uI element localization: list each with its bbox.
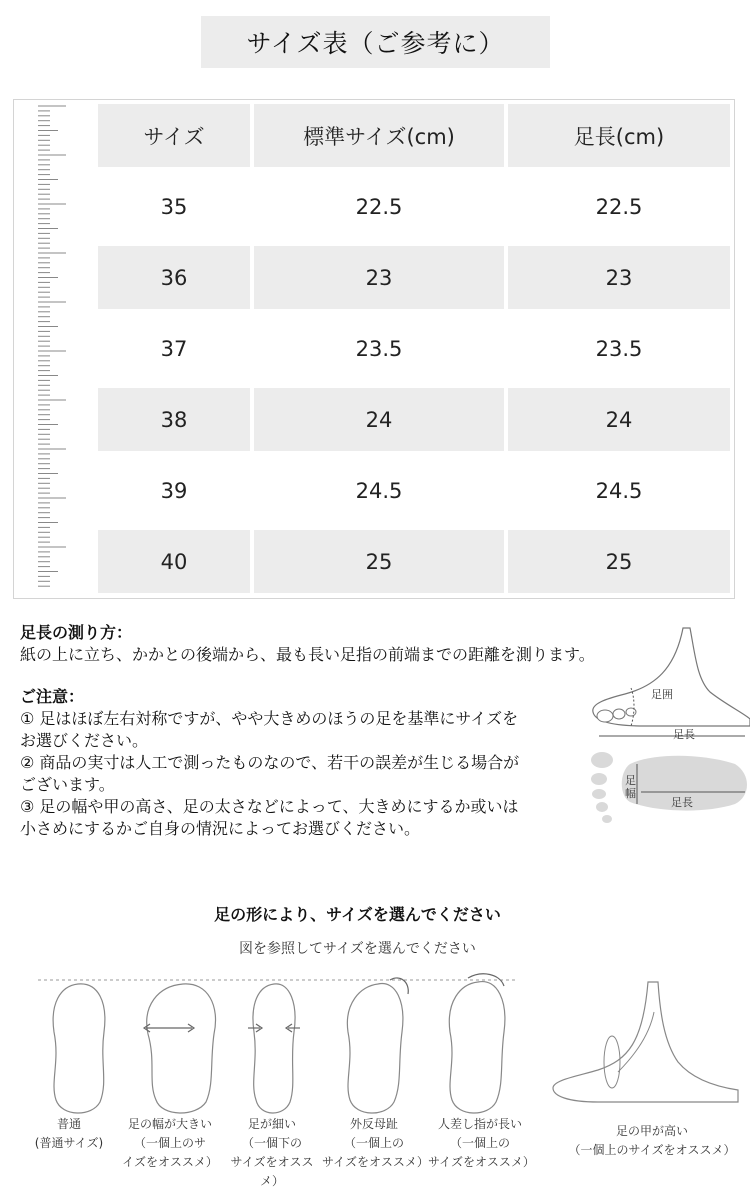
width-label: 足幅 [625,774,636,800]
caution-line: 小さめにするかご自身の情況によってお選びください。 [20,819,421,838]
foot-caption-instep: 足の甲が高い （一個上のサイズをオススメ） [568,1124,736,1157]
header-standard-size: 標準サイズ(cm) [254,104,504,167]
header-foot-length: 足長(cm) [508,104,730,167]
table-cell: 23.5 [595,336,643,361]
foot-shapes-illustration [38,972,750,1122]
page-title: サイズ表（ご参考に） [201,16,550,68]
table-cell: 22.5 [595,194,643,219]
caution-line: ② 商品の実寸は人工で測ったものなので、若干の誤差が生じる場合が [20,753,520,772]
table-cell: 37 [160,336,188,361]
foot-caption-narrow: 足が細い （一個下の サイズをオススメ） [230,1117,314,1188]
foot-caption-normal: 普通 (普通サイズ) [34,1117,104,1150]
side-length-label: 足長 [673,728,695,741]
narrow-foot-outline [253,984,295,1113]
table-cell: 24.5 [595,478,643,503]
measure-text: 紙の上に立ち、かかとの後端から、最も長い足指の前端までの距離を測ります。 [20,645,595,664]
foot-caption-long-toe: 人差し指が長い （一個上の サイズをオススメ） [428,1117,535,1169]
foot-side-illustration [585,624,750,834]
sole-length-label: 足長 [671,796,693,809]
table-cell: 38 [98,388,250,451]
foot-caption-bunion: 外反母趾 （一個上の サイズをオススメ） [322,1117,429,1169]
table-cell: 25 [254,530,504,593]
table-cell: 35 [160,194,188,219]
caution-line: ① 足はほぼ左右対称ですが、やや大きめのほうの足を基準にサイズを [20,709,519,728]
caution-heading: ご注意： [20,687,85,706]
caution-line: ございます。 [20,775,115,794]
foot-shape-subtitle: 図を参照してサイズを選んでください [239,941,476,957]
header-size: サイズ [98,104,250,167]
normal-foot-outline [53,984,105,1113]
table-cell: 23 [508,246,730,309]
table-cell: 36 [98,246,250,309]
table-cell: 25 [508,530,730,593]
table-cell: 24 [254,388,504,451]
table-cell: 24 [508,388,730,451]
table-cell: 23.5 [355,336,403,361]
size-table [13,99,735,599]
wide-foot-outline [147,984,216,1113]
caution-line: お選びください。 [20,731,149,750]
foot-measure-diagram [585,624,750,834]
girth-label: 足囲 [651,688,673,701]
foot-shape-title: 足の形により、サイズを選んでください [214,905,501,924]
table-cell: 24.5 [355,478,403,503]
caution-line: ③ 足の幅や甲の高さ、足の太さなどによって、大きめにするか或いは [20,797,519,816]
table-cell: 39 [160,478,188,503]
notes-block [20,622,680,840]
high-instep-outline [553,982,738,1102]
measure-heading: 足長の測り方： [20,623,133,642]
foot-caption-wide: 足の幅が大きい （一個上のサ イズをオススメ） [122,1117,218,1169]
table-cell: 22.5 [355,194,403,219]
long-toe-foot-outline [449,982,505,1113]
bunion-foot-outline [347,984,402,1113]
table-cell: 40 [98,530,250,593]
ruler-graphic [36,102,82,596]
table-cell: 23 [254,246,504,309]
